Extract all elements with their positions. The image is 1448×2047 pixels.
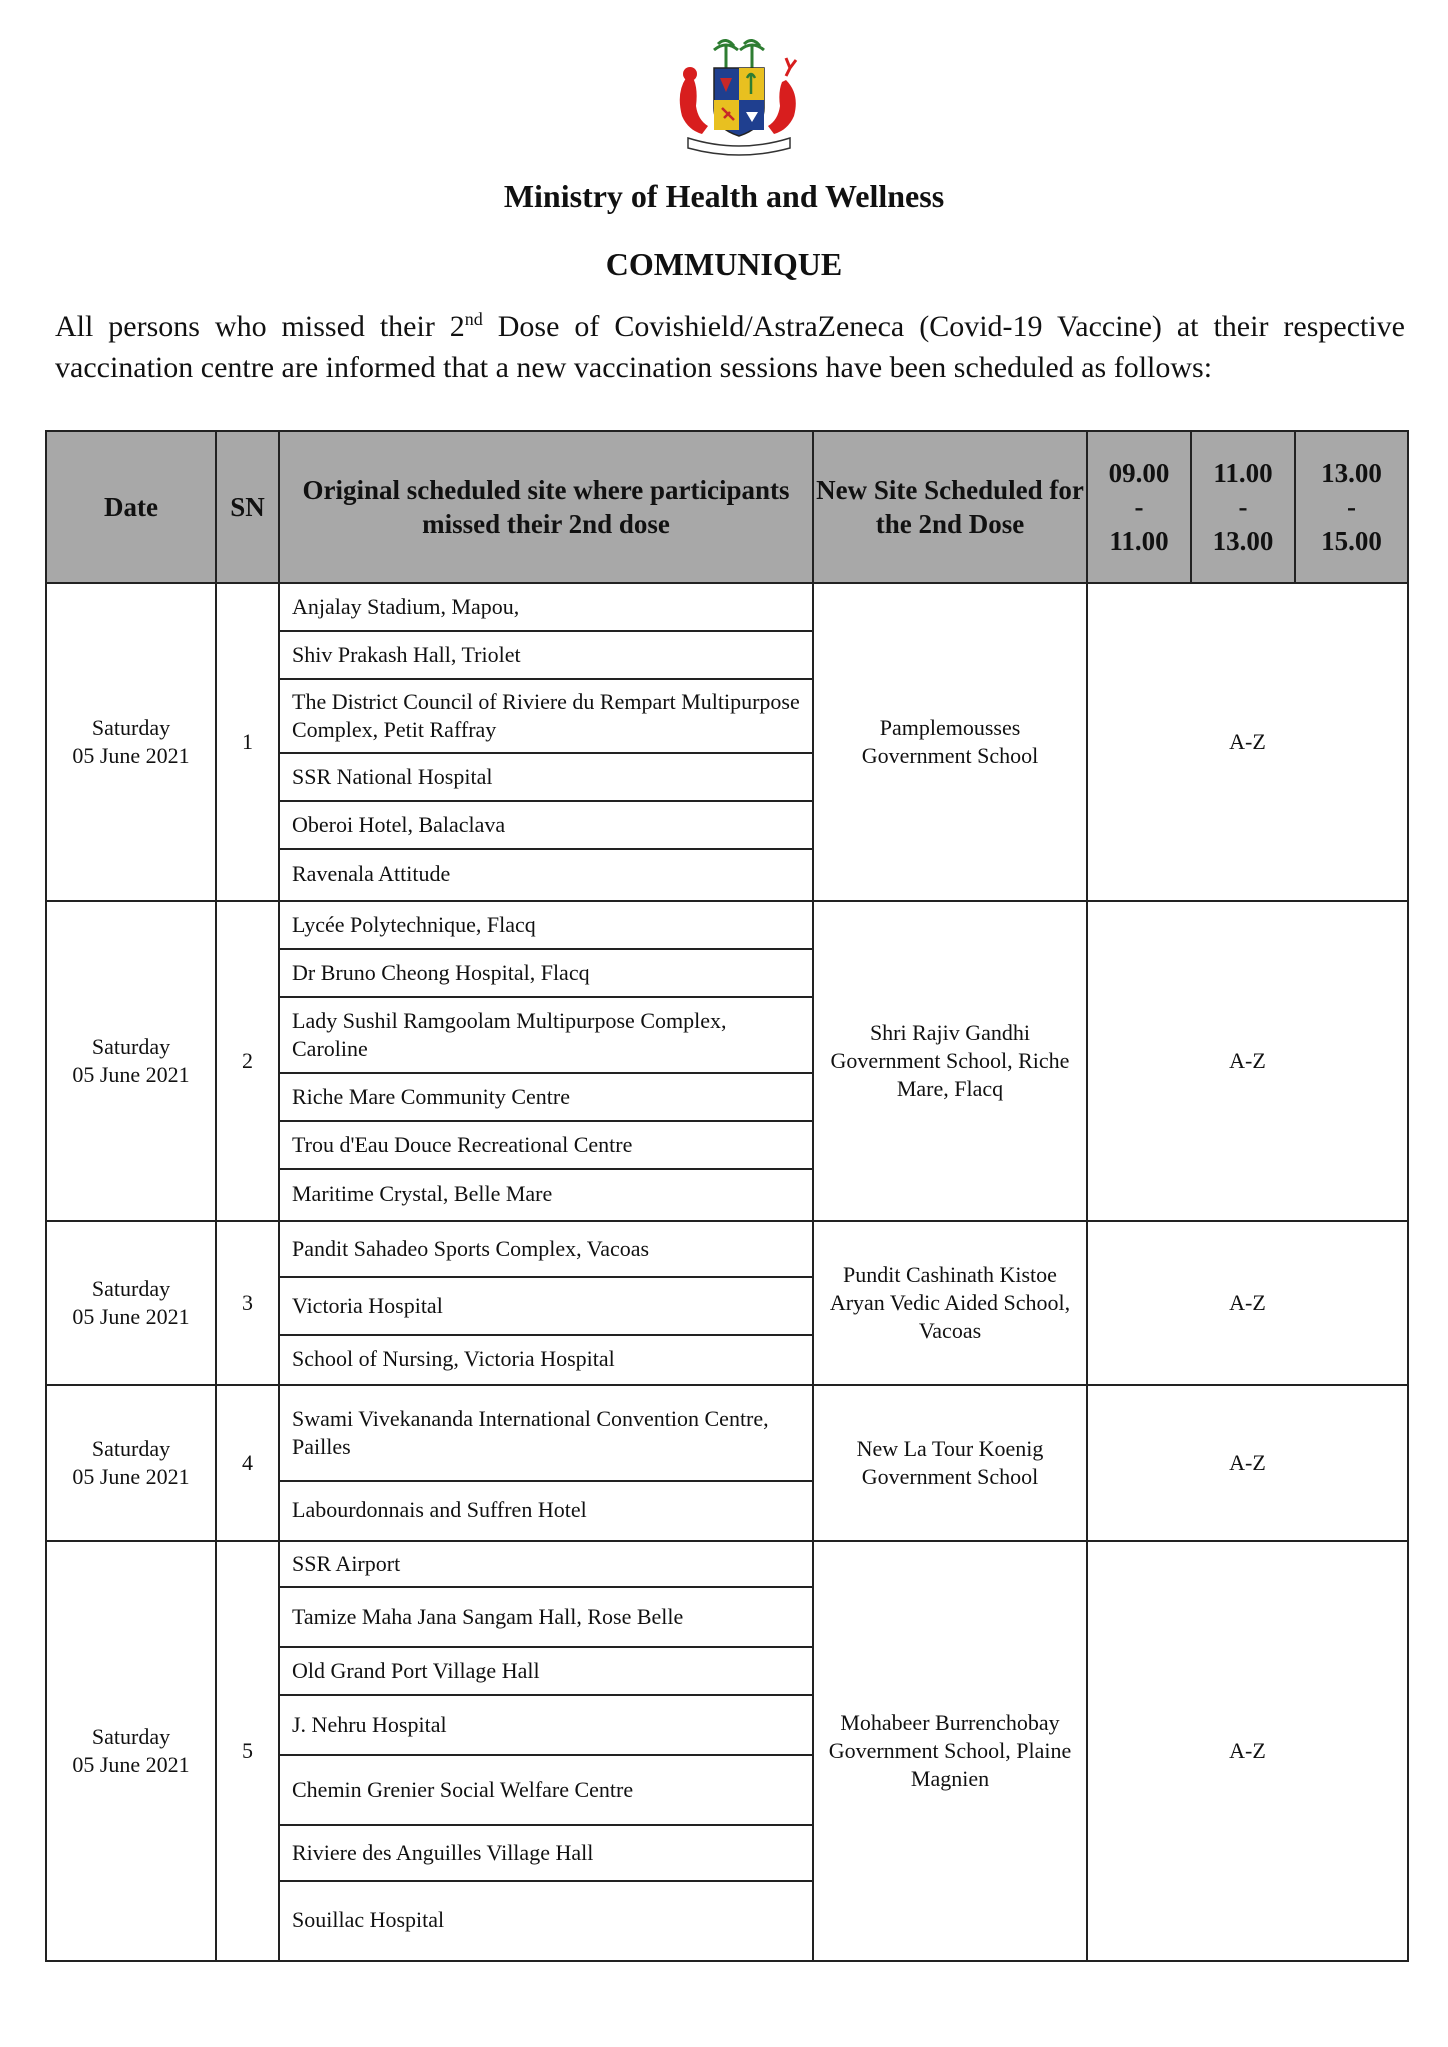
allocation-cell: A-Z bbox=[1087, 1541, 1408, 1961]
coat-of-arms-logo bbox=[668, 38, 810, 156]
serial-number-cell: 4 bbox=[216, 1385, 279, 1541]
date-label: 05 June 2021 bbox=[72, 1062, 190, 1087]
header-slot-1: 09.00 - 11.00 bbox=[1087, 431, 1191, 583]
header-sn: SN bbox=[216, 431, 279, 583]
date-cell bbox=[46, 1385, 216, 1541]
original-site-item: School of Nursing, Victoria Hospital bbox=[292, 1346, 615, 1371]
day-label: Saturday bbox=[91, 1436, 171, 1461]
day-label: Saturday bbox=[91, 1034, 171, 1059]
allocation-cell: A-Z bbox=[1087, 1221, 1408, 1385]
header-original-site: Original scheduled site where participants missed their 2nd dose bbox=[279, 431, 813, 583]
original-site-item: Riche Mare Community Centre bbox=[280, 1074, 812, 1122]
vaccination-schedule-table bbox=[45, 430, 1409, 1962]
original-site-item: Dr Bruno Cheong Hospital, Flacq bbox=[280, 950, 812, 998]
table-row bbox=[46, 1385, 1408, 1541]
original-site-item: The District Council of Riviere du Rempart Multipurpose Complex, Petit Raffray bbox=[280, 680, 812, 754]
date-cell bbox=[46, 1541, 216, 1961]
new-site-cell: Pamplemousses Government School bbox=[813, 583, 1087, 901]
original-site-list bbox=[280, 584, 812, 898]
original-site-item: J. Nehru Hospital bbox=[280, 1696, 812, 1756]
date-cell bbox=[46, 583, 216, 901]
original-site-item: Swami Vivekananda International Convention Centre, Pailles bbox=[280, 1386, 812, 1482]
new-site-cell: Pundit Cashinath Kistoe Aryan Vedic Aided School, Vacoas bbox=[813, 1221, 1087, 1385]
header-slot-2: 11.00 - 13.00 bbox=[1191, 431, 1295, 583]
date-cell bbox=[46, 1221, 216, 1385]
original-site-item: Oberoi Hotel, Balaclava bbox=[280, 802, 812, 850]
original-site-list bbox=[280, 1542, 812, 1958]
header-new-site: New Site Scheduled for the 2nd Dose bbox=[813, 431, 1087, 583]
header-slot-3: 13.00 - 15.00 bbox=[1295, 431, 1408, 583]
serial-number-cell: 2 bbox=[216, 901, 279, 1221]
new-site-cell: New La Tour Koenig Government School bbox=[813, 1385, 1087, 1541]
day-label: Saturday bbox=[91, 715, 171, 740]
original-site-item: Old Grand Port Village Hall bbox=[280, 1648, 812, 1696]
date-label: 05 June 2021 bbox=[72, 743, 190, 768]
allocation-cell: A-Z bbox=[1087, 583, 1408, 901]
original-site-item: Souillac Hospital bbox=[292, 1907, 445, 1932]
original-site-list bbox=[280, 1222, 812, 1382]
table-row bbox=[46, 583, 1408, 901]
original-sites-cell bbox=[279, 1221, 813, 1385]
original-site-item: Lady Sushil Ramgoolam Multipurpose Complex, Caroline bbox=[280, 998, 812, 1074]
header-date: Date bbox=[46, 431, 216, 583]
original-sites-cell bbox=[279, 583, 813, 901]
original-site-item: Shiv Prakash Hall, Triolet bbox=[280, 632, 812, 680]
original-site-item: Lycée Polytechnique, Flacq bbox=[280, 902, 812, 950]
date-label: 05 June 2021 bbox=[72, 1464, 190, 1489]
original-site-item: SSR Airport bbox=[280, 1542, 812, 1588]
new-site-cell: Mohabeer Burrenchobay Government School, Plaine Magnien bbox=[813, 1541, 1087, 1961]
original-site-item: Riviere des Anguilles Village Hall bbox=[280, 1826, 812, 1882]
table-header-row bbox=[46, 431, 1408, 583]
day-label: Saturday bbox=[91, 1276, 171, 1301]
original-site-list bbox=[280, 1386, 812, 1538]
original-site-item: Victoria Hospital bbox=[280, 1278, 812, 1336]
table-row bbox=[46, 1221, 1408, 1385]
allocation-cell: A-Z bbox=[1087, 901, 1408, 1221]
original-site-item: Chemin Grenier Social Welfare Centre bbox=[280, 1756, 812, 1826]
date-label: 05 June 2021 bbox=[72, 1304, 190, 1329]
original-site-list bbox=[280, 902, 812, 1218]
new-site-cell: Shri Rajiv Gandhi Government School, Riche Mare, Flacq bbox=[813, 901, 1087, 1221]
original-site-item: Trou d'Eau Douce Recreational Centre bbox=[280, 1122, 812, 1170]
original-site-item: Labourdonnais and Suffren Hotel bbox=[292, 1497, 587, 1522]
original-site-item: Maritime Crystal, Belle Mare bbox=[292, 1181, 553, 1206]
original-sites-cell bbox=[279, 1541, 813, 1961]
intro-paragraph: All persons who missed their 2nd Dose of Covishield/AstraZeneca (Covid-19 Vaccine) at their respective vaccination centre are informed that a new vaccination sessions have been scheduled as follows: bbox=[55, 309, 1405, 384]
table-row bbox=[46, 901, 1408, 1221]
table-row bbox=[46, 1541, 1408, 1961]
ministry-title: Ministry of Health and Wellness bbox=[503, 178, 945, 214]
original-sites-cell bbox=[279, 1385, 813, 1541]
date-cell bbox=[46, 901, 216, 1221]
page-title: COMMUNIQUE bbox=[605, 246, 843, 282]
original-site-item: SSR National Hospital bbox=[280, 754, 812, 802]
serial-number-cell: 1 bbox=[216, 583, 279, 901]
original-site-item: Anjalay Stadium, Mapou, bbox=[280, 584, 812, 632]
allocation-cell: A-Z bbox=[1087, 1385, 1408, 1541]
date-label: 05 June 2021 bbox=[72, 1752, 190, 1777]
original-site-item: Pandit Sahadeo Sports Complex, Vacoas bbox=[280, 1222, 812, 1278]
serial-number-cell: 3 bbox=[216, 1221, 279, 1385]
original-sites-cell bbox=[279, 901, 813, 1221]
serial-number-cell: 5 bbox=[216, 1541, 279, 1961]
original-site-item: Ravenala Attitude bbox=[292, 861, 451, 886]
original-site-item: Tamize Maha Jana Sangam Hall, Rose Belle bbox=[280, 1588, 812, 1648]
day-label: Saturday bbox=[91, 1724, 171, 1749]
